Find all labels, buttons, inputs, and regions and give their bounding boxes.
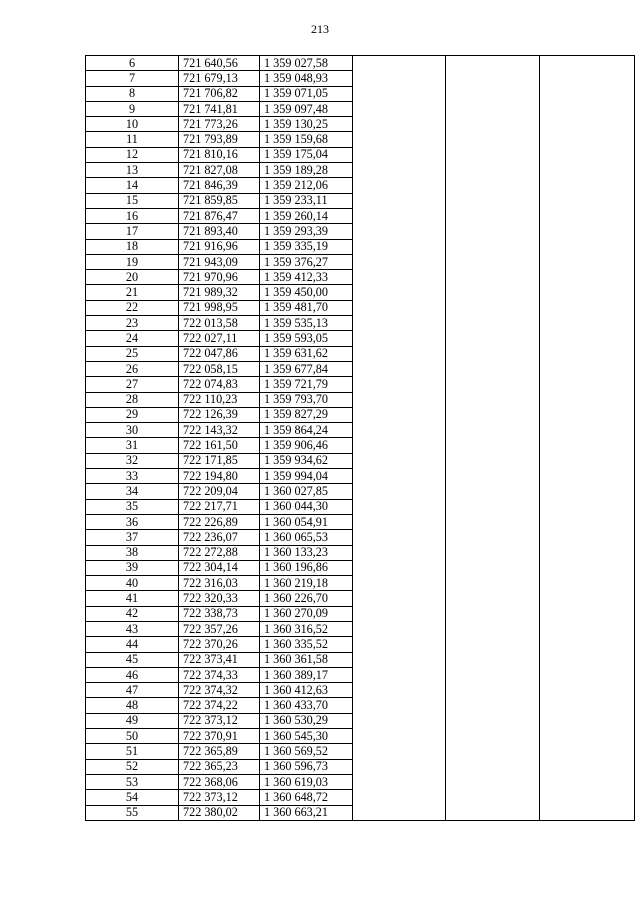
y-coordinate-cell: 1 359 906,46 <box>260 438 353 453</box>
y-coordinate-cell: 1 360 270,09 <box>260 606 353 621</box>
y-coordinate-cell: 1 359 293,39 <box>260 224 353 239</box>
point-number-cell: 51 <box>86 744 179 759</box>
y-coordinate-cell: 1 359 233,11 <box>260 193 353 208</box>
point-number-cell: 6 <box>86 56 179 71</box>
y-coordinate-cell: 1 360 412,63 <box>260 683 353 698</box>
y-coordinate-cell: 1 359 793,70 <box>260 392 353 407</box>
point-number-cell: 33 <box>86 469 179 484</box>
y-coordinate-cell: 1 359 260,14 <box>260 208 353 223</box>
y-coordinate-cell: 1 360 226,70 <box>260 591 353 606</box>
point-number-cell: 19 <box>86 254 179 269</box>
point-number-cell: 29 <box>86 407 179 422</box>
x-coordinate-cell: 722 236,07 <box>179 530 260 545</box>
x-coordinate-cell: 722 373,41 <box>179 652 260 667</box>
point-number-cell: 16 <box>86 208 179 223</box>
point-number-cell: 35 <box>86 499 179 514</box>
point-number-cell: 23 <box>86 316 179 331</box>
point-number-cell: 50 <box>86 729 179 744</box>
x-coordinate-cell: 722 374,33 <box>179 667 260 682</box>
x-coordinate-cell: 721 989,32 <box>179 285 260 300</box>
y-coordinate-cell: 1 359 677,84 <box>260 361 353 376</box>
y-coordinate-cell: 1 359 994,04 <box>260 469 353 484</box>
x-coordinate-cell: 722 110,23 <box>179 392 260 407</box>
x-coordinate-cell: 721 773,26 <box>179 117 260 132</box>
y-coordinate-cell: 1 360 219,18 <box>260 576 353 591</box>
y-coordinate-cell: 1 359 412,33 <box>260 270 353 285</box>
x-coordinate-cell: 721 741,81 <box>179 101 260 116</box>
point-number-cell: 8 <box>86 86 179 101</box>
point-number-cell: 26 <box>86 361 179 376</box>
y-coordinate-cell: 1 360 044,30 <box>260 499 353 514</box>
empty-column-5 <box>446 56 540 821</box>
x-coordinate-cell: 722 370,26 <box>179 637 260 652</box>
x-coordinate-cell: 722 380,02 <box>179 805 260 820</box>
x-coordinate-cell: 721 827,08 <box>179 163 260 178</box>
point-number-cell: 36 <box>86 514 179 529</box>
point-number-cell: 44 <box>86 637 179 652</box>
x-coordinate-cell: 722 316,03 <box>179 576 260 591</box>
page-number: 213 <box>311 22 329 36</box>
y-coordinate-cell: 1 360 663,21 <box>260 805 353 820</box>
point-number-cell: 28 <box>86 392 179 407</box>
x-coordinate-cell: 721 706,82 <box>179 86 260 101</box>
point-number-cell: 7 <box>86 71 179 86</box>
y-coordinate-cell: 1 360 545,30 <box>260 729 353 744</box>
x-coordinate-cell: 721 998,95 <box>179 300 260 315</box>
x-coordinate-cell: 722 320,33 <box>179 591 260 606</box>
y-coordinate-cell: 1 360 530,29 <box>260 713 353 728</box>
point-number-cell: 31 <box>86 438 179 453</box>
point-number-cell: 17 <box>86 224 179 239</box>
coordinates-table-body <box>86 56 635 821</box>
point-number-cell: 55 <box>86 805 179 820</box>
point-number-cell: 9 <box>86 101 179 116</box>
x-coordinate-cell: 722 374,22 <box>179 698 260 713</box>
x-coordinate-cell: 722 357,26 <box>179 621 260 636</box>
y-coordinate-cell: 1 359 827,29 <box>260 407 353 422</box>
y-coordinate-cell: 1 360 133,23 <box>260 545 353 560</box>
point-number-cell: 39 <box>86 560 179 575</box>
point-number-cell: 30 <box>86 423 179 438</box>
y-coordinate-cell: 1 360 335,52 <box>260 637 353 652</box>
y-coordinate-cell: 1 360 569,52 <box>260 744 353 759</box>
y-coordinate-cell: 1 359 934,62 <box>260 453 353 468</box>
x-coordinate-cell: 721 810,16 <box>179 147 260 162</box>
point-number-cell: 13 <box>86 163 179 178</box>
y-coordinate-cell: 1 360 433,70 <box>260 698 353 713</box>
y-coordinate-cell: 1 360 648,72 <box>260 790 353 805</box>
x-coordinate-cell: 722 370,91 <box>179 729 260 744</box>
x-coordinate-cell: 721 970,96 <box>179 270 260 285</box>
point-number-cell: 11 <box>86 132 179 147</box>
y-coordinate-cell: 1 359 159,68 <box>260 132 353 147</box>
point-number-cell: 52 <box>86 759 179 774</box>
x-coordinate-cell: 721 793,89 <box>179 132 260 147</box>
x-coordinate-cell: 722 368,06 <box>179 774 260 789</box>
y-coordinate-cell: 1 359 631,62 <box>260 346 353 361</box>
point-number-cell: 38 <box>86 545 179 560</box>
x-coordinate-cell: 722 171,85 <box>179 453 260 468</box>
point-number-cell: 12 <box>86 147 179 162</box>
point-number-cell: 49 <box>86 713 179 728</box>
point-number-cell: 27 <box>86 377 179 392</box>
empty-column-4 <box>353 56 446 821</box>
x-coordinate-cell: 722 027,11 <box>179 331 260 346</box>
y-coordinate-cell: 1 360 361,58 <box>260 652 353 667</box>
point-number-cell: 25 <box>86 346 179 361</box>
x-coordinate-cell: 722 126,39 <box>179 407 260 422</box>
point-number-cell: 32 <box>86 453 179 468</box>
point-number-cell: 15 <box>86 193 179 208</box>
point-number-cell: 22 <box>86 300 179 315</box>
coordinates-table <box>85 55 635 821</box>
x-coordinate-cell: 722 365,23 <box>179 759 260 774</box>
point-number-cell: 43 <box>86 621 179 636</box>
x-coordinate-cell: 721 876,47 <box>179 208 260 223</box>
y-coordinate-cell: 1 359 721,79 <box>260 377 353 392</box>
point-number-cell: 42 <box>86 606 179 621</box>
x-coordinate-cell: 721 916,96 <box>179 239 260 254</box>
x-coordinate-cell: 722 209,04 <box>179 484 260 499</box>
x-coordinate-cell: 721 679,13 <box>179 71 260 86</box>
y-coordinate-cell: 1 359 130,25 <box>260 117 353 132</box>
point-number-cell: 47 <box>86 683 179 698</box>
y-coordinate-cell: 1 359 376,27 <box>260 254 353 269</box>
point-number-cell: 48 <box>86 698 179 713</box>
x-coordinate-cell: 721 846,39 <box>179 178 260 193</box>
point-number-cell: 21 <box>86 285 179 300</box>
y-coordinate-cell: 1 359 481,70 <box>260 300 353 315</box>
point-number-cell: 40 <box>86 576 179 591</box>
x-coordinate-cell: 722 374,32 <box>179 683 260 698</box>
y-coordinate-cell: 1 360 389,17 <box>260 667 353 682</box>
x-coordinate-cell: 722 304,14 <box>179 560 260 575</box>
x-coordinate-cell: 722 217,71 <box>179 499 260 514</box>
x-coordinate-cell: 721 859,85 <box>179 193 260 208</box>
y-coordinate-cell: 1 359 450,00 <box>260 285 353 300</box>
x-coordinate-cell: 722 013,58 <box>179 316 260 331</box>
x-coordinate-cell: 722 074,83 <box>179 377 260 392</box>
y-coordinate-cell: 1 360 316,52 <box>260 621 353 636</box>
x-coordinate-cell: 722 226,89 <box>179 514 260 529</box>
y-coordinate-cell: 1 359 097,48 <box>260 101 353 116</box>
point-number-cell: 37 <box>86 530 179 545</box>
y-coordinate-cell: 1 360 065,53 <box>260 530 353 545</box>
y-coordinate-cell: 1 360 054,91 <box>260 514 353 529</box>
x-coordinate-cell: 722 047,86 <box>179 346 260 361</box>
y-coordinate-cell: 1 359 189,28 <box>260 163 353 178</box>
point-number-cell: 24 <box>86 331 179 346</box>
y-coordinate-cell: 1 360 619,03 <box>260 774 353 789</box>
point-number-cell: 54 <box>86 790 179 805</box>
point-number-cell: 46 <box>86 667 179 682</box>
point-number-cell: 41 <box>86 591 179 606</box>
y-coordinate-cell: 1 359 071,05 <box>260 86 353 101</box>
x-coordinate-cell: 722 272,88 <box>179 545 260 560</box>
x-coordinate-cell: 721 893,40 <box>179 224 260 239</box>
x-coordinate-cell: 722 194,80 <box>179 469 260 484</box>
y-coordinate-cell: 1 360 196,86 <box>260 560 353 575</box>
y-coordinate-cell: 1 359 048,93 <box>260 71 353 86</box>
empty-column-6 <box>540 56 635 821</box>
y-coordinate-cell: 1 359 593,05 <box>260 331 353 346</box>
point-number-cell: 20 <box>86 270 179 285</box>
point-number-cell: 14 <box>86 178 179 193</box>
point-number-cell: 53 <box>86 774 179 789</box>
y-coordinate-cell: 1 359 027,58 <box>260 56 353 71</box>
point-number-cell: 18 <box>86 239 179 254</box>
y-coordinate-cell: 1 359 864,24 <box>260 423 353 438</box>
y-coordinate-cell: 1 359 535,13 <box>260 316 353 331</box>
x-coordinate-cell: 722 161,50 <box>179 438 260 453</box>
y-coordinate-cell: 1 359 212,06 <box>260 178 353 193</box>
x-coordinate-cell: 722 373,12 <box>179 713 260 728</box>
y-coordinate-cell: 1 359 335,19 <box>260 239 353 254</box>
x-coordinate-cell: 722 058,15 <box>179 361 260 376</box>
x-coordinate-cell: 722 365,89 <box>179 744 260 759</box>
y-coordinate-cell: 1 359 175,04 <box>260 147 353 162</box>
y-coordinate-cell: 1 360 027,85 <box>260 484 353 499</box>
x-coordinate-cell: 722 143,32 <box>179 423 260 438</box>
x-coordinate-cell: 722 338,73 <box>179 606 260 621</box>
point-number-cell: 45 <box>86 652 179 667</box>
x-coordinate-cell: 722 373,12 <box>179 790 260 805</box>
point-number-cell: 34 <box>86 484 179 499</box>
y-coordinate-cell: 1 360 596,73 <box>260 759 353 774</box>
table-row <box>86 56 635 71</box>
x-coordinate-cell: 721 943,09 <box>179 254 260 269</box>
point-number-cell: 10 <box>86 117 179 132</box>
x-coordinate-cell: 721 640,56 <box>179 56 260 71</box>
